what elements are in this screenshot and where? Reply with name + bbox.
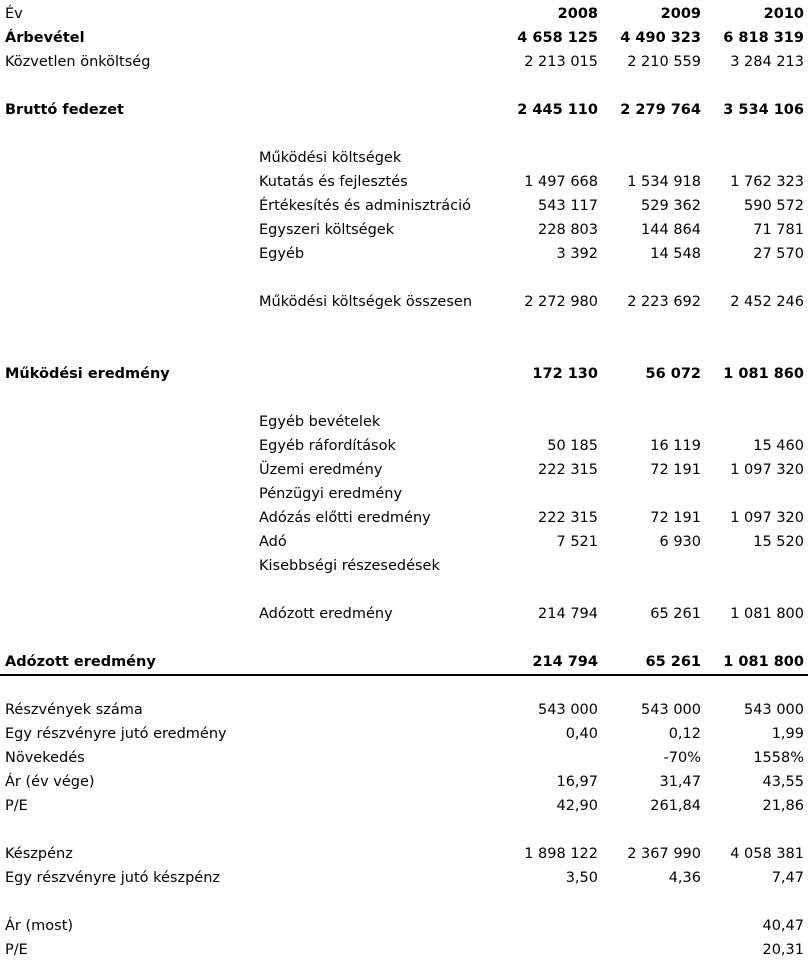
year-header-2010: 2010 [763, 6, 804, 22]
table-row [0, 218, 808, 242]
value-2008 [500, 122, 598, 146]
row-label: Adózott eredmény [5, 654, 156, 670]
row-sublabel [259, 266, 519, 290]
table-row [0, 194, 808, 218]
value-2009 [600, 74, 701, 98]
row-label [5, 434, 255, 458]
value-2008 [500, 578, 598, 602]
value-2009: 0,12 [668, 726, 701, 742]
value-2009: 2 223 692 [627, 294, 701, 310]
table-row [0, 602, 808, 626]
row-sublabel: Egyéb [259, 246, 305, 262]
value-2008 [500, 146, 598, 170]
row-label [5, 386, 255, 410]
row-label [5, 242, 255, 266]
value-2008: 214 794 [532, 654, 598, 670]
table-row [0, 314, 808, 338]
row-sublabel: Kutatás és fejlesztés [259, 174, 408, 190]
value-2008 [500, 74, 598, 98]
value-2010: 6 818 319 [723, 30, 804, 46]
row-sublabel [259, 362, 519, 386]
table-row [0, 482, 808, 506]
value-2009: 72 191 [650, 510, 701, 526]
value-2008 [500, 746, 598, 770]
value-2010: 1 097 320 [730, 510, 804, 526]
row-sublabel [259, 314, 519, 338]
value-2008: 222 315 [538, 510, 598, 526]
value-2010: 3 284 213 [730, 54, 804, 70]
value-2009: 2 210 559 [627, 54, 701, 70]
table-row [0, 626, 808, 650]
value-2009: 529 362 [641, 198, 701, 214]
table-row [0, 170, 808, 194]
value-2008: 2 445 110 [517, 102, 598, 118]
table-row [0, 362, 808, 386]
value-2009 [600, 410, 701, 434]
value-2010: 590 572 [744, 198, 804, 214]
value-2010 [703, 674, 804, 698]
value-2009 [600, 626, 701, 650]
row-sublabel [259, 890, 519, 914]
row-sublabel [259, 650, 519, 674]
value-2010: 1 081 800 [723, 654, 804, 670]
table-row [0, 98, 808, 122]
value-2009 [600, 314, 701, 338]
value-2010: 15 520 [753, 534, 804, 550]
value-2009 [600, 482, 701, 506]
value-2008 [500, 338, 598, 362]
value-2008 [500, 386, 598, 410]
row-label: Részvények száma [5, 702, 143, 718]
row-label [5, 146, 255, 170]
table-row [0, 386, 808, 410]
row-sublabel [259, 914, 519, 938]
value-2009 [600, 386, 701, 410]
value-2008: 2 272 980 [524, 294, 598, 310]
row-label [5, 482, 255, 506]
value-2010 [703, 146, 804, 170]
value-2010: 40,47 [762, 918, 804, 934]
value-2009: 261,84 [650, 798, 701, 814]
row-sublabel [259, 74, 519, 98]
table-row [0, 914, 808, 938]
row-label [5, 602, 255, 626]
row-sublabel: Működési költségek [259, 150, 402, 166]
row-label [5, 626, 255, 650]
row-sublabel [259, 98, 519, 122]
row-sublabel [259, 722, 519, 746]
row-sublabel: Egyéb ráfordítások [259, 438, 396, 454]
table-row [0, 746, 808, 770]
value-2010: 1 762 323 [730, 174, 804, 190]
value-2008: 172 130 [532, 366, 598, 382]
value-2008 [500, 554, 598, 578]
value-2010 [703, 74, 804, 98]
row-label [5, 410, 255, 434]
row-sublabel: Kisebbségi részesedések [259, 558, 440, 574]
row-sublabel [259, 386, 519, 410]
value-2008 [500, 482, 598, 506]
table-row [0, 146, 808, 170]
value-2010: 543 000 [744, 702, 804, 718]
value-2009: 6 930 [659, 534, 701, 550]
row-sublabel [259, 122, 519, 146]
value-2008: 1 898 122 [524, 846, 598, 862]
value-2009: 4 490 323 [620, 30, 701, 46]
value-2008 [500, 314, 598, 338]
value-2010: 15 460 [753, 438, 804, 454]
row-sublabel [259, 50, 519, 74]
table-row [0, 938, 808, 962]
table-row [0, 554, 808, 578]
value-2010: 1558% [753, 750, 804, 766]
row-label [5, 314, 255, 338]
row-label: Készpénz [5, 846, 73, 862]
value-2008: 228 803 [538, 222, 598, 238]
row-label [5, 194, 255, 218]
row-sublabel [259, 338, 519, 362]
row-sublabel [259, 2, 519, 26]
row-label: Működési eredmény [5, 366, 170, 382]
value-2010: 4 058 381 [730, 846, 804, 862]
table-row [0, 242, 808, 266]
row-sublabel: Adó [259, 534, 287, 550]
value-2010: 3 534 106 [723, 102, 804, 118]
row-sublabel [259, 866, 519, 890]
row-label [5, 554, 255, 578]
table-row [0, 50, 808, 74]
row-label [5, 122, 255, 146]
row-sublabel: Egyszeri költségek [259, 222, 395, 238]
table-row [0, 290, 808, 314]
table-row [0, 650, 808, 676]
row-sublabel: Értékesítés és adminisztráció [259, 198, 471, 214]
table-row [0, 866, 808, 890]
value-2010: 21,86 [762, 798, 804, 814]
value-2008 [500, 266, 598, 290]
row-sublabel: Pénzügyi eredmény [259, 486, 403, 502]
value-2008: 42,90 [556, 798, 598, 814]
header-row [0, 2, 808, 26]
value-2010 [703, 482, 804, 506]
value-2009: 65 261 [645, 654, 701, 670]
value-2009 [600, 266, 701, 290]
value-2009 [600, 818, 701, 842]
value-2010 [703, 554, 804, 578]
row-label: Árbevétel [5, 30, 85, 46]
row-label: P/E [5, 798, 28, 814]
value-2010: 1 081 800 [730, 606, 804, 622]
row-sublabel [259, 842, 519, 866]
value-2010 [703, 626, 804, 650]
row-sublabel [259, 770, 519, 794]
row-label [5, 890, 255, 914]
row-label [5, 74, 255, 98]
value-2010 [703, 410, 804, 434]
value-2008: 7 521 [556, 534, 598, 550]
row-label: Ár (most) [5, 918, 74, 934]
value-2010: 1 081 860 [723, 366, 804, 382]
row-label: Közvetlen önköltség [5, 54, 151, 70]
value-2008 [500, 914, 598, 938]
value-2008 [500, 890, 598, 914]
table-row [0, 74, 808, 98]
row-label [5, 506, 255, 530]
value-2010: 71 781 [753, 222, 804, 238]
table-row [0, 698, 808, 722]
table-row [0, 674, 808, 698]
table-row [0, 122, 808, 146]
table-row [0, 506, 808, 530]
row-label [5, 530, 255, 554]
value-2008: 222 315 [538, 462, 598, 478]
row-sublabel [259, 746, 519, 770]
row-sublabel [259, 938, 519, 962]
value-2010 [703, 338, 804, 362]
value-2010: 2 452 246 [730, 294, 804, 310]
row-sublabel [259, 794, 519, 818]
value-2009: 4,36 [668, 870, 701, 886]
row-label [5, 674, 255, 698]
value-2010: 1 097 320 [730, 462, 804, 478]
value-2008: 2 213 015 [524, 54, 598, 70]
value-2008: 16,97 [556, 774, 598, 790]
row-label: Egy részvényre jutó készpénz [5, 870, 221, 886]
row-label [5, 338, 255, 362]
value-2008 [500, 626, 598, 650]
row-label: P/E [5, 942, 28, 958]
value-2009 [600, 938, 701, 962]
table-row [0, 770, 808, 794]
value-2008: 1 497 668 [524, 174, 598, 190]
value-2008 [500, 410, 598, 434]
value-2009 [600, 890, 701, 914]
year-header-2008: 2008 [557, 6, 598, 22]
value-2009 [600, 674, 701, 698]
value-2010 [703, 890, 804, 914]
table-row [0, 434, 808, 458]
value-2009: 14 548 [650, 246, 701, 262]
value-2009: 2 367 990 [627, 846, 701, 862]
row-sublabel [259, 578, 519, 602]
row-sublabel: Egyéb bevételek [259, 414, 381, 430]
value-2010 [703, 314, 804, 338]
table-row [0, 26, 808, 50]
row-label: Növekedés [5, 750, 85, 766]
row-sublabel [259, 626, 519, 650]
value-2008 [500, 818, 598, 842]
value-2008: 0,40 [565, 726, 598, 742]
value-2008: 543 117 [538, 198, 598, 214]
value-2010 [703, 578, 804, 602]
value-2010: 27 570 [753, 246, 804, 262]
value-2009: 72 191 [650, 462, 701, 478]
value-2009 [600, 578, 701, 602]
value-2009 [600, 338, 701, 362]
value-2008: 3 392 [556, 246, 598, 262]
row-label [5, 218, 255, 242]
value-2010: 43,55 [762, 774, 804, 790]
value-2008: 50 185 [547, 438, 598, 454]
value-2009: 144 864 [641, 222, 701, 238]
row-sublabel [259, 698, 519, 722]
value-2009 [600, 122, 701, 146]
table-row [0, 890, 808, 914]
row-label [5, 170, 255, 194]
row-sublabel: Működési költségek összesen [259, 294, 473, 310]
row-sublabel [259, 818, 519, 842]
table-row [0, 722, 808, 746]
value-2008 [500, 674, 598, 698]
table-row [0, 818, 808, 842]
row-label [5, 578, 255, 602]
row-label: Bruttó fedezet [5, 102, 124, 118]
value-2009 [600, 146, 701, 170]
row-label: Év [5, 6, 23, 22]
table-row [0, 458, 808, 482]
value-2009: -70% [663, 750, 701, 766]
value-2008 [500, 938, 598, 962]
table-row [0, 266, 808, 290]
value-2008: 543 000 [538, 702, 598, 718]
row-label: Egy részvényre jutó eredmény [5, 726, 227, 742]
value-2009: 1 534 918 [627, 174, 701, 190]
value-2010: 7,47 [771, 870, 804, 886]
value-2010 [703, 122, 804, 146]
year-header-2009: 2009 [660, 6, 701, 22]
value-2008: 3,50 [565, 870, 598, 886]
row-label: Ár (év vége) [5, 774, 95, 790]
value-2008: 4 658 125 [517, 30, 598, 46]
row-sublabel: Üzemi eredmény [259, 462, 383, 478]
value-2009: 2 279 764 [620, 102, 701, 118]
value-2009 [600, 914, 701, 938]
row-sublabel [259, 674, 519, 698]
table-row [0, 530, 808, 554]
table-row [0, 578, 808, 602]
value-2010 [703, 818, 804, 842]
row-label [5, 458, 255, 482]
row-label [5, 818, 255, 842]
value-2010: 1,99 [771, 726, 804, 742]
value-2009: 543 000 [641, 702, 701, 718]
row-sublabel: Adózott eredmény [259, 606, 393, 622]
table-row [0, 410, 808, 434]
value-2010: 20,31 [762, 942, 804, 958]
value-2009: 65 261 [650, 606, 701, 622]
value-2010 [703, 266, 804, 290]
value-2010 [703, 386, 804, 410]
table-row [0, 842, 808, 866]
value-2009: 56 072 [645, 366, 701, 382]
value-2009: 31,47 [659, 774, 701, 790]
row-sublabel [259, 26, 519, 50]
row-label [5, 290, 255, 314]
table-row [0, 794, 808, 818]
table-row [0, 338, 808, 362]
row-label [5, 266, 255, 290]
value-2009: 16 119 [650, 438, 701, 454]
value-2009 [600, 554, 701, 578]
value-2008: 214 794 [538, 606, 598, 622]
row-sublabel: Adózás előtti eredmény [259, 510, 431, 526]
